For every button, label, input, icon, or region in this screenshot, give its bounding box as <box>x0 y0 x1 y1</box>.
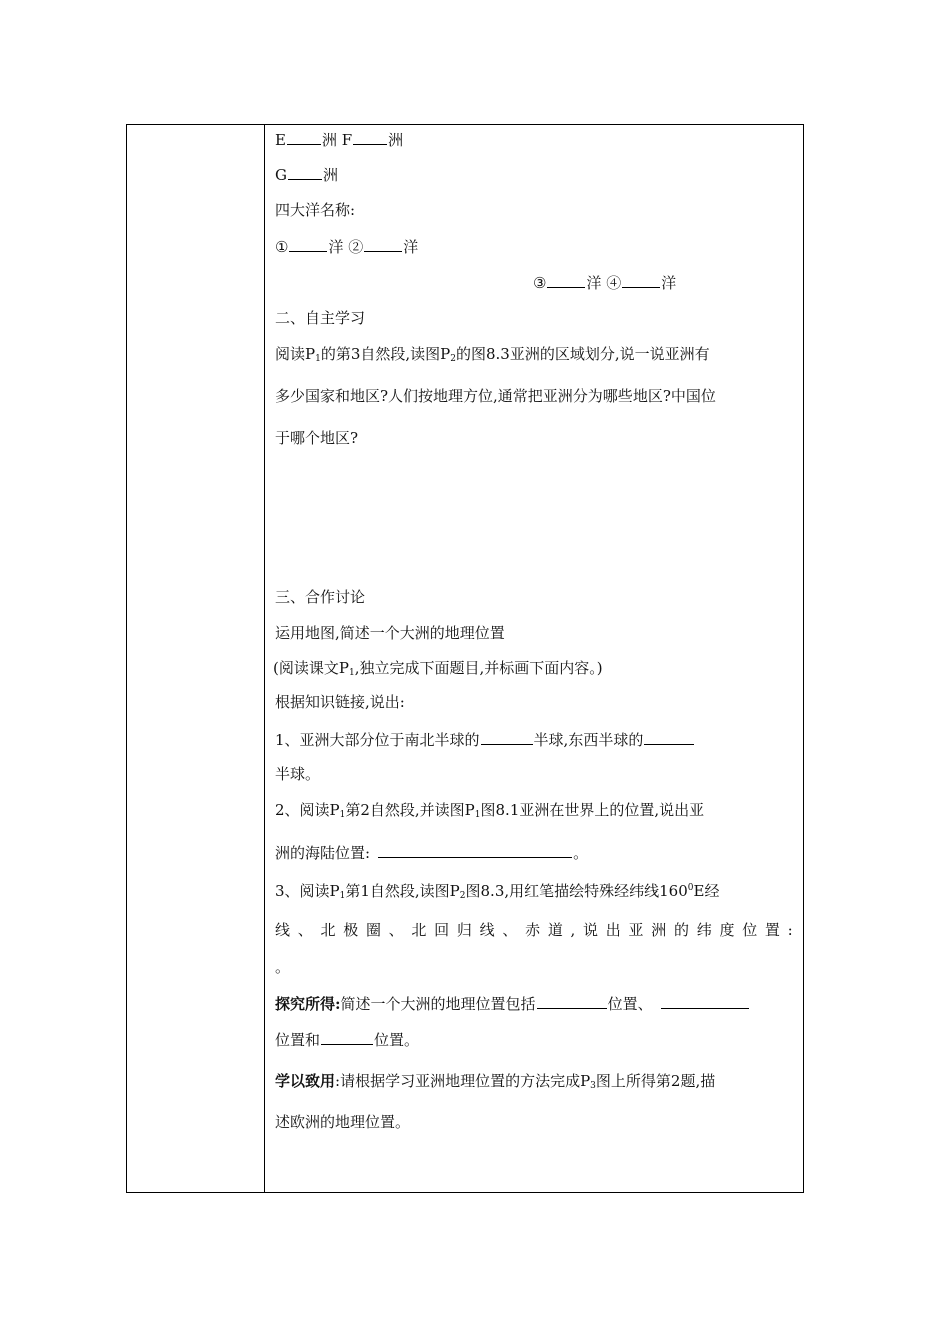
glyph: 北 <box>320 921 336 939</box>
subscript: 1 <box>315 354 321 364</box>
continents-row-1 <box>275 129 793 150</box>
column-divider <box>264 125 265 1192</box>
text: 半球,东西半球的 <box>533 731 644 749</box>
glyph: 的 <box>673 921 689 939</box>
glyph: 回 <box>434 921 450 939</box>
conclusion-line-2 <box>275 1029 793 1050</box>
q1-hemisphere-ew-blank[interactable] <box>644 729 694 745</box>
section-3-intro: 运用地图,简述一个大洲的地理位置 <box>275 624 505 642</box>
question-3-line-2 <box>275 920 793 940</box>
ocean-4-marker: ④ <box>606 274 622 292</box>
worksheet-table <box>126 124 804 1193</box>
ocean-suffix: 洋 <box>328 238 344 256</box>
text: 。 <box>573 844 589 862</box>
text: 第1自然段,读图P <box>345 882 460 900</box>
subscript: 1 <box>348 668 355 678</box>
text: 图8.3,用红笔描绘特殊经纬线160 <box>465 882 688 900</box>
text: 的图8.3亚洲的区域划分,说一说亚洲有 <box>455 345 710 363</box>
text: 位置、 <box>607 995 653 1013</box>
text: :请根据学习亚洲地理位置的方法完成P <box>335 1072 591 1090</box>
text: 2、阅读P <box>275 801 340 819</box>
conclusion-blank-1[interactable] <box>537 993 607 1009</box>
glyph: 赤 <box>525 921 541 939</box>
continent-g-blank[interactable] <box>288 164 322 180</box>
subscript: 1 <box>474 810 481 820</box>
continent-g-label: G <box>275 166 287 184</box>
ocean-1-marker: ① <box>275 238 289 256</box>
continent-e-label: E <box>275 131 286 149</box>
glyph: 线 <box>479 921 495 939</box>
glyph: 纬 <box>696 921 712 939</box>
section-2-line-3: 于哪个地区? <box>275 429 359 447</box>
text: 图上所得第2题,描 <box>595 1072 716 1090</box>
q1-hemisphere-ns-blank[interactable] <box>481 729 533 745</box>
conclusion-blank-2[interactable] <box>661 993 749 1009</box>
question-1-line-2: 半球。 <box>275 765 321 783</box>
glyph: 归 <box>456 921 472 939</box>
oceans-title: 四大洋名称: <box>275 201 356 219</box>
glyph: 、 <box>297 921 313 939</box>
question-3-line-1 <box>275 878 793 906</box>
continent-suffix: 洲 <box>321 131 337 149</box>
conclusion-line-1 <box>275 993 793 1014</box>
text: 位置和 <box>275 1031 321 1049</box>
continent-f-label: F <box>341 131 353 149</box>
continents-row-2 <box>275 164 793 185</box>
glyph: 线 <box>275 921 291 939</box>
subscript: 1 <box>339 891 346 901</box>
oceans-row-2 <box>533 272 793 293</box>
subscript: 2 <box>459 891 466 901</box>
text: ,独立完成下面题目,并标画下面内容。) <box>354 659 603 677</box>
glyph: 、 <box>388 921 404 939</box>
continent-suffix: 洲 <box>388 131 404 149</box>
ocean-suffix: 洋 <box>586 274 602 292</box>
conclusion-blank-3[interactable] <box>321 1029 373 1045</box>
text: 第2自然段,并读图P <box>345 801 475 819</box>
text: 的第3自然段,读图P <box>320 345 451 363</box>
glyph: 、 <box>502 921 518 939</box>
apply-line-1 <box>275 1071 793 1096</box>
glyph: 度 <box>719 921 735 939</box>
glyph: 位 <box>742 921 758 939</box>
glyph: 说 <box>583 921 599 939</box>
glyph: , <box>570 921 576 939</box>
section-3-heading: 三、合作讨论 <box>275 588 366 606</box>
text: 洲的海陆位置: <box>275 844 371 862</box>
text: (阅读课文P <box>273 659 349 677</box>
glyph: 北 <box>411 921 427 939</box>
text: 3、阅读P <box>275 882 340 900</box>
glyph: 洲 <box>651 921 667 939</box>
ocean-4-blank[interactable] <box>622 272 660 288</box>
section-3-note <box>273 658 793 683</box>
question-2-line-2 <box>275 842 793 863</box>
section-2-line-2: 多少国家和地区?人们按地理方位,通常把亚洲分为哪些地区?中国位 <box>275 387 716 405</box>
ocean-suffix: 洋 <box>403 238 419 256</box>
glyph: : <box>787 921 793 939</box>
oceans-row-1 <box>275 236 793 257</box>
glyph: 极 <box>343 921 359 939</box>
text: E经 <box>693 882 720 900</box>
continent-e-blank[interactable] <box>287 129 321 145</box>
subscript: 3 <box>590 1081 596 1091</box>
glyph: 亚 <box>628 921 644 939</box>
subscript: 2 <box>450 354 456 364</box>
text: 图8.1亚洲在世界上的位置,说出亚 <box>480 801 705 819</box>
section-2-line-1 <box>275 344 793 369</box>
ocean-3-marker: ③ <box>533 274 547 292</box>
question-2-line-1 <box>275 800 793 825</box>
question-1-line-1 <box>275 729 793 750</box>
glyph: 出 <box>605 921 621 939</box>
ocean-suffix: 洋 <box>661 274 677 292</box>
text: 阅读P <box>275 345 316 363</box>
continent-f-blank[interactable] <box>353 129 387 145</box>
glyph: 圈 <box>365 921 381 939</box>
conclusion-label: 探究所得: <box>275 995 341 1013</box>
apply-label: 学以致用 <box>275 1072 336 1090</box>
q2-sea-land-blank[interactable] <box>378 842 572 858</box>
ocean-2-blank[interactable] <box>364 236 402 252</box>
superscript: 0 <box>687 883 694 893</box>
glyph: 置 <box>764 921 780 939</box>
continent-suffix: 洲 <box>322 166 338 184</box>
ocean-3-blank[interactable] <box>547 272 585 288</box>
text: 位置。 <box>374 1031 420 1049</box>
text: 1、亚洲大部分位于南北半球的 <box>275 731 480 749</box>
apply-line-2: 述欧洲的地理位置。 <box>275 1113 411 1131</box>
subscript: 1 <box>339 810 346 820</box>
ocean-1-blank[interactable] <box>289 236 327 252</box>
question-3-end: 。 <box>275 958 291 976</box>
text: 简述一个大洲的地理位置包括 <box>340 995 536 1013</box>
section-3-lead: 根据知识链接,说出: <box>275 693 405 711</box>
section-2-heading: 二、自主学习 <box>275 309 366 327</box>
glyph: 道 <box>547 921 563 939</box>
ocean-2-marker: ② <box>348 238 364 256</box>
